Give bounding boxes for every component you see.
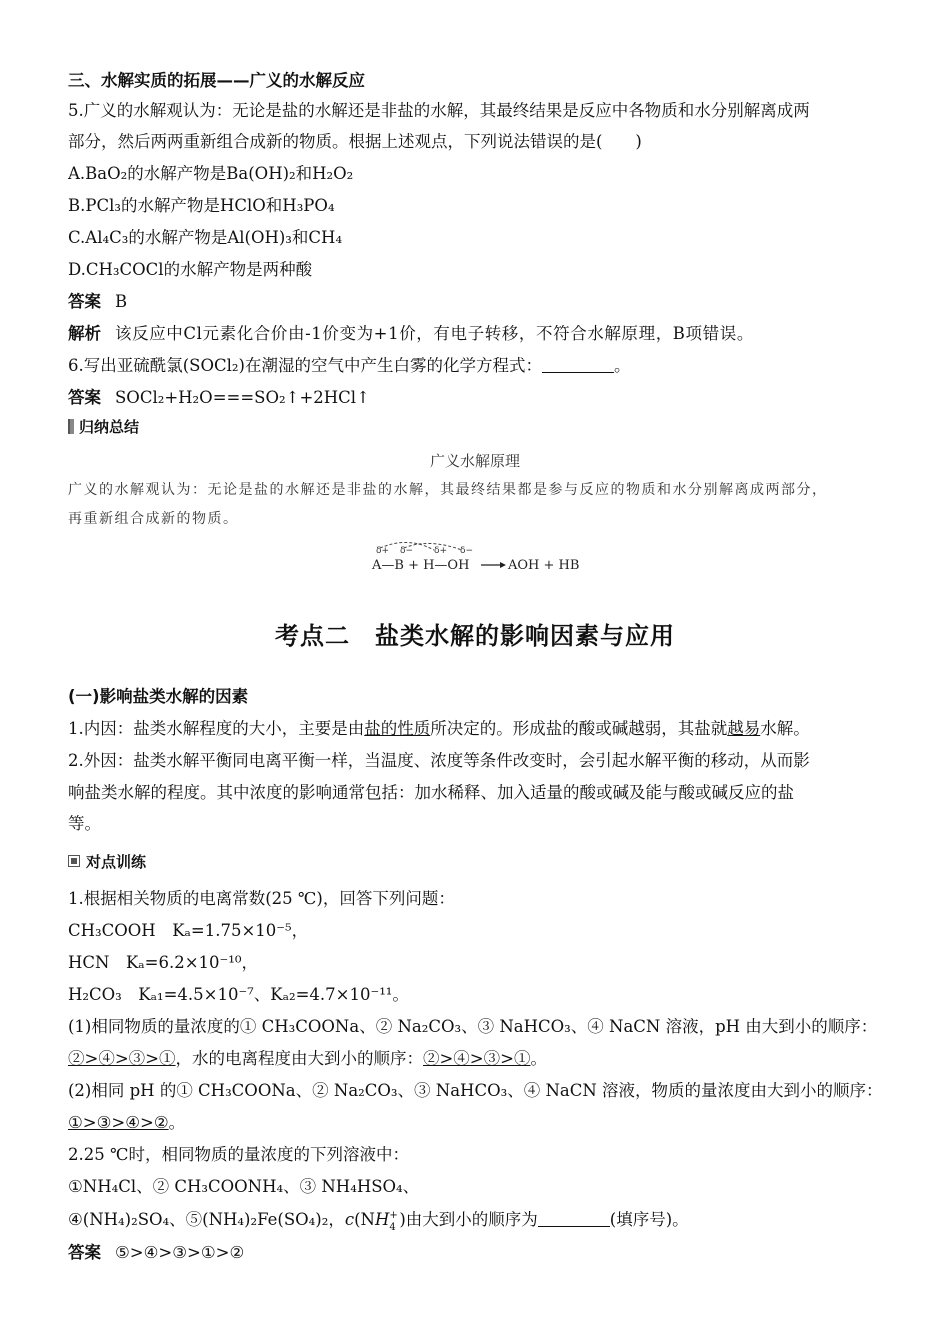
answer-value: B — [115, 292, 128, 311]
outer-factor-line2: 响盐类水解的程度。其中浓度的影响通常包括：加水稀释、加入适量的酸或碱及能与酸或碱反应的盐 — [68, 783, 794, 802]
summary-text-line1: 广义的水解观认为：无论是盐的水解还是非盐的水解，其最终结果都是参与反应的物质和水分别解离成两部分， — [68, 482, 828, 498]
t2-line2 — [68, 1209, 689, 1231]
t2-line2-b: 由大到小的顺序为 — [405, 1210, 538, 1229]
q6-question — [68, 355, 630, 377]
answer-blank — [538, 1212, 610, 1227]
bar-marker-icon — [68, 419, 74, 434]
t1-part2-line1: (2)相同 pH 的① CH₃COONa、② Na₂CO₃、③ NaHCO₃、④ NaCN 溶液，物质的量浓度由大到小的顺序： — [68, 1081, 883, 1100]
answer-equation: SOCl₂+H₂O===SO₂↑+2HCl↑ — [115, 388, 370, 407]
q5-option-b: B.PCl₃的水解产物是HClO和H₃PO₄ — [68, 196, 335, 215]
equation-left: A—B + H—OH — [372, 558, 470, 573]
q6-end: 。 — [613, 356, 631, 375]
arrow-head-icon — [500, 562, 506, 568]
t1-h2co3: H₂CO₃ Kₐ₁=4.5×10⁻⁷、Kₐ₂=4.7×10⁻¹¹。 — [68, 985, 409, 1004]
equation-right: AOH + HB — [508, 558, 580, 573]
p2-answer: ①>③>④>② — [68, 1113, 169, 1132]
q5-option-a: A.BaO₂的水解产物是Ba(OH)₂和H₂O₂ — [68, 164, 354, 183]
summary-text-line2: 再重新组合成新的物质。 — [68, 511, 239, 527]
q6-answer — [68, 387, 370, 409]
summary-heading-text: 归纳总结 — [79, 418, 140, 436]
hydrolysis-diagram — [368, 538, 588, 578]
delta-plus-a: δ+ — [376, 546, 390, 556]
answer-blank — [542, 358, 614, 373]
p1-mid: ，水的电离程度由大到小的顺序： — [175, 1049, 423, 1068]
t1-hcn: HCN Kₐ=6.2×10⁻¹⁰， — [68, 953, 258, 972]
q5-line2: 部分，然后两两重新组合成新的物质。根据上述观点，下列说法错误的是( ) — [68, 132, 642, 151]
ammonium-concentration: c(NH + 4 ) — [344, 1210, 406, 1233]
inner-underline-2: 越易 — [727, 719, 761, 738]
training-heading-text: 对点训练 — [86, 853, 147, 871]
analysis-text: 该反应中Cl元素化合价由-1价变为+1价，有电子转移，不符合水解原理，B项错误。 — [115, 324, 754, 343]
inner-text-b: 所决定的。形成盐的酸或碱越弱，其盐就 — [430, 719, 728, 738]
p1-answer-2: ②>④>③>① — [422, 1049, 531, 1068]
q5-answer — [68, 291, 127, 313]
q5-line1: 5.广义的水解观认为：无论是盐的水解还是非盐的水解，其最终结果是反应中各物质和水分别解离成两 — [68, 101, 810, 120]
t2-answer — [68, 1242, 244, 1264]
answer-label: 答案 — [68, 1243, 101, 1262]
t2-line2-c: (填序号)。 — [609, 1210, 689, 1229]
delta-minus-b: δ− — [400, 546, 414, 556]
delta-plus-h: δ+ — [434, 546, 448, 556]
section2-title: 考点二 盐类水解的影响因素与应用 — [275, 622, 675, 650]
t1-part1-line2 — [68, 1048, 547, 1070]
outer-factor-line3: 等。 — [68, 814, 101, 833]
section-heading: 三、水解实质的拓展——广义的水解反应 — [68, 71, 365, 90]
factors-heading: (一)影响盐类水解的因素 — [68, 687, 249, 706]
answer-label: 答案 — [68, 388, 101, 407]
square-marker-icon — [68, 855, 80, 867]
t2-line2-a: ④(NH₄)₂SO₄、⑤(NH₄)₂Fe(SO₄)₂， — [68, 1210, 345, 1229]
p1-answer-1: ②>④>③>① — [68, 1049, 176, 1068]
t2-intro: 2.25 ℃时，相同物质的量浓度的下列溶液中： — [68, 1145, 409, 1164]
answer-value: ⑤>④>③>①>② — [115, 1243, 245, 1262]
outer-factor-line1: 2.外因：盐类水解平衡同电离平衡一样，当温度、浓度等条件改变时，会引起水解平衡的移动，从而影 — [68, 751, 810, 770]
inner-text-c: 水解。 — [760, 719, 810, 738]
q5-option-d: D.CH₃COCl的水解产物是两种酸 — [68, 260, 313, 279]
t1-intro: 1.根据相关物质的电离常数(25 ℃)，回答下列问题： — [68, 889, 455, 908]
inner-factor — [68, 718, 810, 740]
answer-label: 答案 — [68, 292, 101, 311]
summary-heading — [68, 416, 139, 438]
t1-ch3cooh: CH₃COOH Kₐ=1.75×10⁻⁵， — [68, 921, 309, 940]
analysis-label: 解析 — [68, 324, 101, 343]
p1-end: 。 — [530, 1049, 547, 1068]
inner-underline-1: 盐的性质 — [364, 719, 431, 738]
delta-minus-oh: δ− — [460, 546, 474, 556]
t2-line1: ①NH₄Cl、② CH₃COONH₄、③ NH₄HSO₄、 — [68, 1177, 420, 1196]
p2-end: 。 — [168, 1113, 186, 1132]
summary-title: 广义水解原理 — [429, 452, 520, 470]
t1-part2-line2 — [68, 1112, 185, 1134]
q6-text: 6.写出亚硫酰氯(SOCl₂)在潮湿的空气中产生白雾的化学方程式： — [68, 356, 542, 375]
inner-text-a: 1.内因：盐类水解程度的大小，主要是由 — [68, 719, 365, 738]
t1-part1-line1: (1)相同物质的量浓度的① CH₃COONa、② Na₂CO₃、③ NaHCO₃、④ NaCN 溶液，pH 由大到小的顺序： — [68, 1017, 878, 1036]
training-heading — [68, 851, 146, 873]
q5-analysis — [68, 323, 754, 345]
q5-option-c: C.Al₄C₃的水解产物是Al(OH)₃和CH₄ — [68, 228, 343, 247]
